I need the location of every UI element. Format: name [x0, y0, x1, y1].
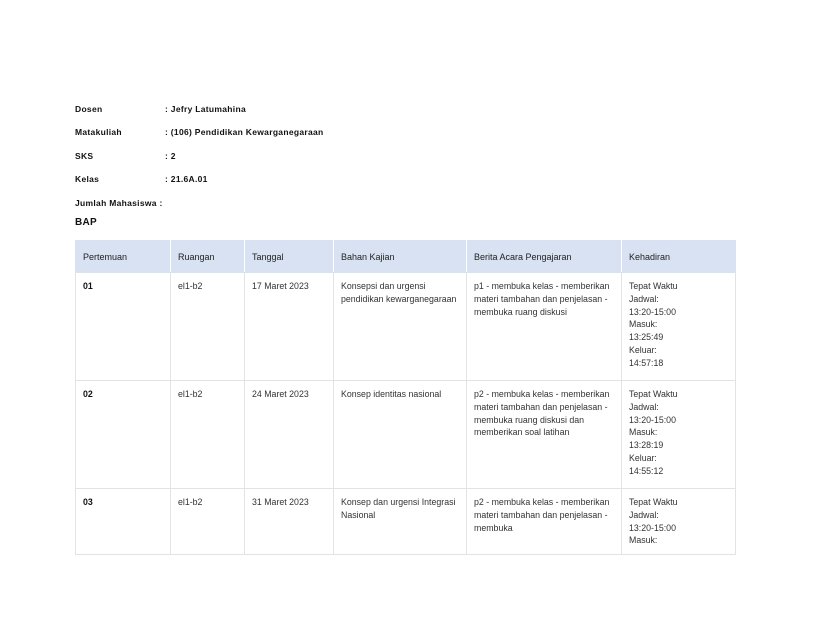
info-row-sks	[75, 144, 495, 168]
info-row-dosen	[75, 97, 495, 121]
header-pertemuan: Pertemuan	[76, 241, 171, 273]
table-header-row	[76, 241, 736, 273]
cell-pertemuan: 03	[76, 489, 171, 555]
matakuliah-value: : (106) Pendidikan Kewarganegaraan	[165, 127, 324, 138]
dosen-value: : Jefry Latumahina	[165, 103, 246, 114]
cell-berita-acara: p2 - membuka kelas - memberikan materi tambahan dan penjelasan - membuka	[467, 489, 622, 555]
kehadiran-masuk-label: Masuk:	[629, 319, 658, 330]
matakuliah-label: Matakuliah	[75, 127, 122, 138]
cell-ruangan: el1-b2	[171, 381, 245, 489]
kehadiran-keluar-label: Keluar:	[629, 344, 657, 355]
cell-bahan-kajian: Konsep identitas nasional	[334, 381, 467, 489]
cell-berita-acara: p1 - membuka kelas - memberikan materi tambahan dan penjelasan - membuka ruang diskusi	[467, 273, 622, 381]
cell-pertemuan: 02	[76, 381, 171, 489]
sks-value: : 2	[165, 150, 176, 161]
cell-kehadiran	[622, 381, 736, 489]
cell-tanggal: 31 Maret 2023	[245, 489, 334, 555]
cell-pertemuan: 01	[76, 273, 171, 381]
section-title: BAP	[75, 217, 98, 228]
table-row	[76, 489, 736, 555]
dosen-label: Dosen	[75, 103, 103, 114]
kehadiran-keluar-value: 14:55:12	[629, 465, 664, 476]
sks-label: SKS	[75, 150, 94, 161]
kehadiran-status: Tepat Waktu	[629, 389, 678, 399]
header-berita-acara: Berita Acara Pengajaran	[467, 241, 622, 273]
header-bahan-kajian: Bahan Kajian	[334, 241, 467, 273]
cell-kehadiran	[622, 489, 736, 555]
kehadiran-masuk-label: Masuk:	[629, 427, 658, 438]
cell-bahan-kajian: Konsep dan urgensi Integrasi Nasional	[334, 489, 467, 555]
kelas-value: : 21.6A.01	[165, 174, 208, 185]
header-ruangan: Ruangan	[171, 241, 245, 273]
kelas-label: Kelas	[75, 174, 100, 185]
cell-ruangan: el1-b2	[171, 489, 245, 555]
jumlah-mahasiswa-label: Jumlah Mahasiswa :	[75, 197, 163, 208]
header-kehadiran: Kehadiran	[622, 241, 736, 273]
kehadiran-jadwal-label: Jadwal:	[629, 401, 659, 412]
bap-table	[75, 240, 736, 555]
kehadiran-jadwal-value: 13:20-15:00	[629, 414, 676, 425]
cell-tanggal: 24 Maret 2023	[245, 381, 334, 489]
info-row-matakuliah	[75, 121, 495, 145]
kehadiran-jadwal-value: 13:20-15:00	[629, 522, 676, 533]
header-tanggal: Tanggal	[245, 241, 334, 273]
table-row	[76, 381, 736, 489]
kehadiran-status: Tepat Waktu	[629, 497, 678, 507]
kehadiran-keluar-value: 14:57:18	[629, 357, 664, 368]
course-info	[75, 97, 495, 215]
kehadiran-jadwal-label: Jadwal:	[629, 509, 659, 520]
kehadiran-status: Tepat Waktu	[629, 281, 678, 291]
cell-tanggal: 17 Maret 2023	[245, 273, 334, 381]
kehadiran-jadwal-label: Jadwal:	[629, 293, 659, 304]
cell-kehadiran	[622, 273, 736, 381]
kehadiran-keluar-label: Keluar:	[629, 452, 657, 463]
kehadiran-masuk-value: 13:25:49	[629, 332, 664, 343]
cell-berita-acara: p2 - membuka kelas - memberikan materi tambahan dan penjelasan - membuka ruang diskusi dan memberikan soal latihan	[467, 381, 622, 489]
table-row	[76, 273, 736, 381]
info-row-jumlah	[75, 191, 495, 215]
kehadiran-masuk-label: Masuk:	[629, 535, 658, 546]
cell-bahan-kajian: Konsepsi dan urgensi pendidikan kewarganegaraan	[334, 273, 467, 381]
kehadiran-jadwal-value: 13:20-15:00	[629, 306, 676, 317]
cell-ruangan: el1-b2	[171, 273, 245, 381]
kehadiran-masuk-value: 13:28:19	[629, 440, 664, 451]
info-row-kelas	[75, 168, 495, 192]
